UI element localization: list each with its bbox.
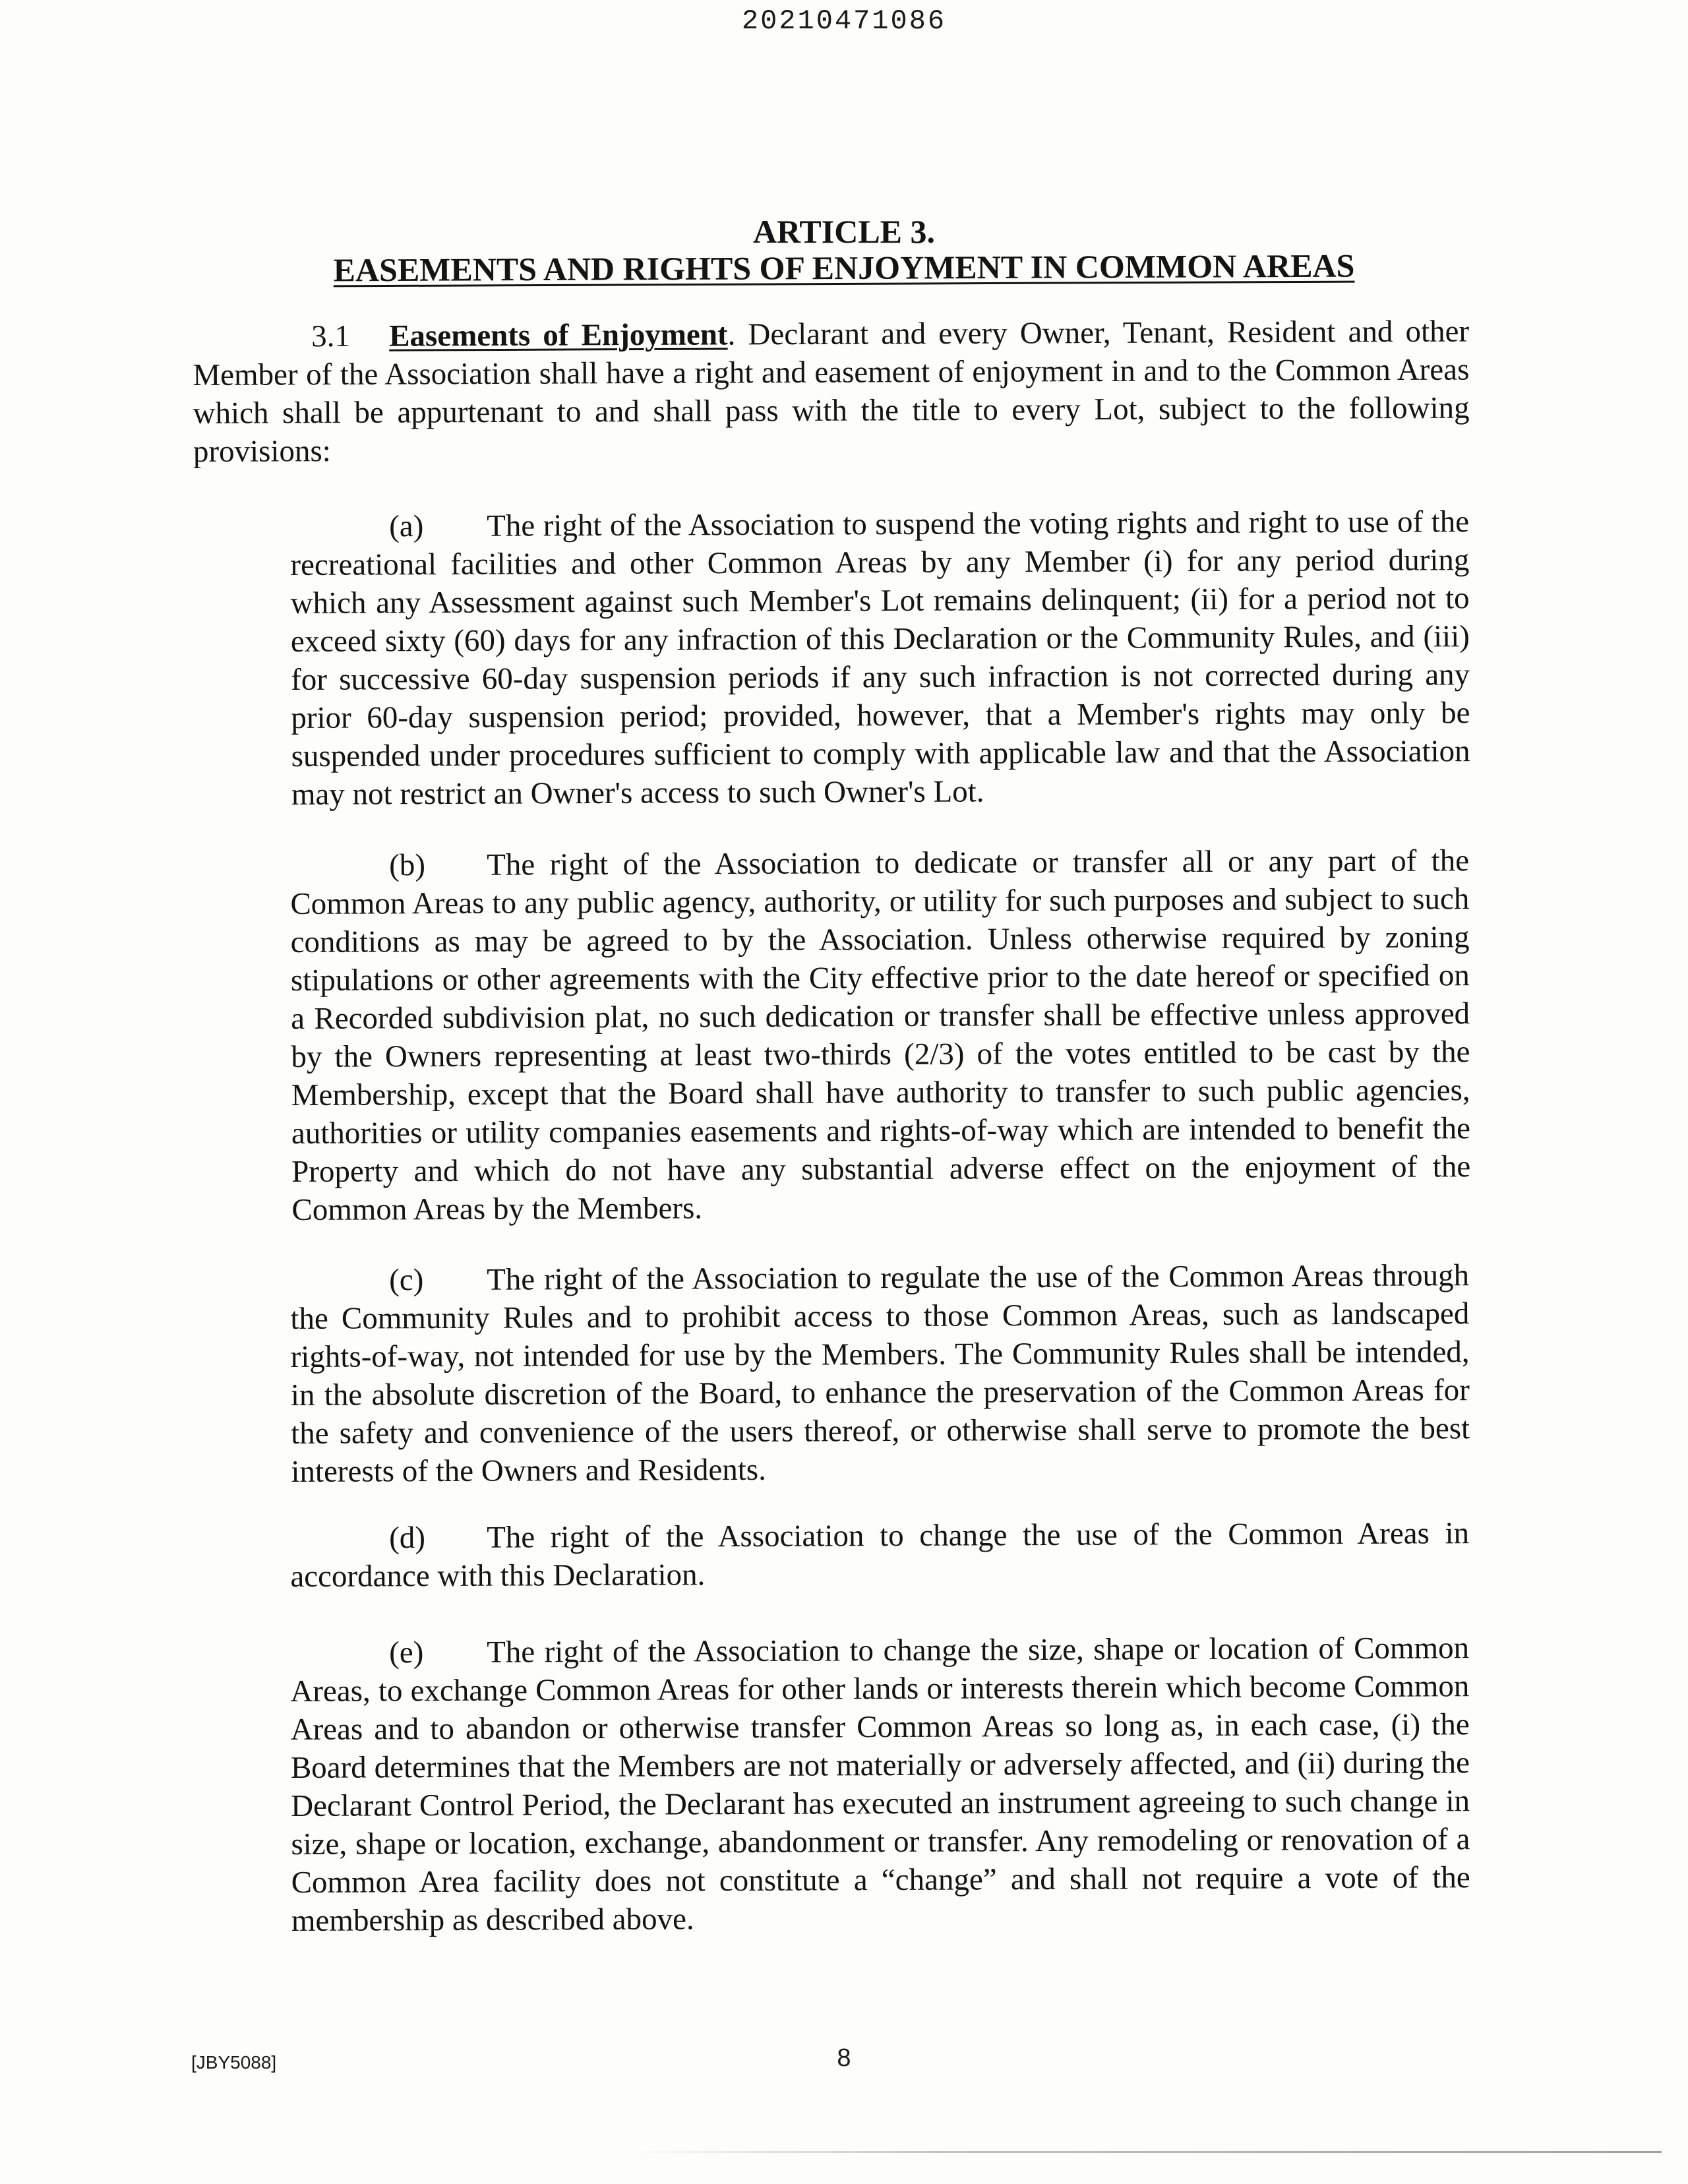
article-title (0, 245, 1688, 290)
scan-artifact-line (633, 2151, 1662, 2153)
subsection-label: (d) (389, 1521, 426, 1556)
page-number: 8 (837, 2044, 851, 2072)
subsection-label: (a) (389, 509, 424, 544)
section-number: 3.1 (311, 318, 350, 354)
footer-document-code: [JBY5088] (191, 2052, 277, 2073)
subsection-text: The right of the Association to change the size, shape or location of Common Areas, to exchange Common Areas for other lands or interests therein which become Common Areas and to abandon or otherwise transfer Common Areas so long as, in each case, (i) the Board determines that the Members are not materially or adversely affected, and (ii) during the Declarant Control Period, the Declarant has executed an instrument agreeing to such change in size, shape or location, exchange, abandonment or transfer. Any remodeling or renovation of a Common Area facility does not constitute a “change” and shall not require a vote of the membership as described above. (290, 1631, 1470, 1938)
subsection-e (290, 1629, 1470, 1940)
section-caption: Easements of Enjoyment (389, 317, 728, 353)
article-title-text: EASEMENTS AND RIGHTS OF ENJOYMENT IN COMMON AREAS (333, 247, 1355, 289)
subsection-a (290, 502, 1470, 814)
section-text: . Declarant and every Owner, Tenant, Resident and other Member of the Association shall have a right and easement of enjoyment in and to the Common Areas which shall be appurtenant to and shall pass with the title to every Lot, subject to the following provisions: (193, 314, 1470, 469)
subsection-text: The right of the Association to suspend the voting rights and right to use of the recreational facilities and other Common Areas by any Member (i) for any period during which any Assessment against such Member's Lot remains delinquent; (ii) for a period not to exceed sixty (60) days for any infraction of this Declaration or the Community Rules, and (iii) for successive 60-day suspension periods if any such infraction is not corrected during any prior 60-day suspension period; provided, however, that a Member's rights may only be suspended under procedures sufficient to comply with applicable law and that the Association may not restrict an Owner's access to such Owner's Lot. (290, 504, 1470, 812)
subsection-label: (c) (389, 1263, 424, 1298)
section-3-1 (193, 313, 1470, 471)
subsection-label: (e) (389, 1635, 424, 1670)
subsection-d (290, 1514, 1469, 1596)
recording-number: 20210471086 (741, 5, 947, 37)
subsection-text: The right of the Association to change the use of the Common Areas in accordance with this Declaration. (290, 1516, 1470, 1594)
subsection-c (290, 1256, 1470, 1491)
subsection-text: The right of the Association to regulate the use of the Common Areas through the Community Rules and to prohibit access to those Common Areas, such as landscaped rights-of-way, not intended for use by the Members. The Community Rules shall be intended, in the absolute discretion of the Board, to enhance the preservation of the Common Areas for the safety and convenience of the users thereof, or otherwise shall serve to promote the best interests of the Owners and Residents. (290, 1258, 1470, 1489)
subsection-label: (b) (389, 848, 426, 883)
subsection-b (290, 841, 1471, 1229)
subsection-text: The right of the Association to dedicate or transfer all or any part of the Common Areas to any public agency, authority, or utility for such purposes and subject to such conditions as may be agreed to by the Association. Unless otherwise required by zoning stipulations or other agreements with the City effective prior to the date hereof or specified on a Recorded subdivision plat, no such dedication or transfer shall be effective unless approved by the Owners representing at least two-thirds (2/3) of the votes entitled to be cast by the Membership, except that the Board shall have authority to transfer to such public agencies, authorities or utility companies easements and rights-of-way which are intended to benefit the Property and which do not have any substantial adverse effect on the enjoyment of the Common Areas by the Members. (290, 843, 1471, 1227)
article-heading: ARTICLE 3. (752, 213, 936, 250)
